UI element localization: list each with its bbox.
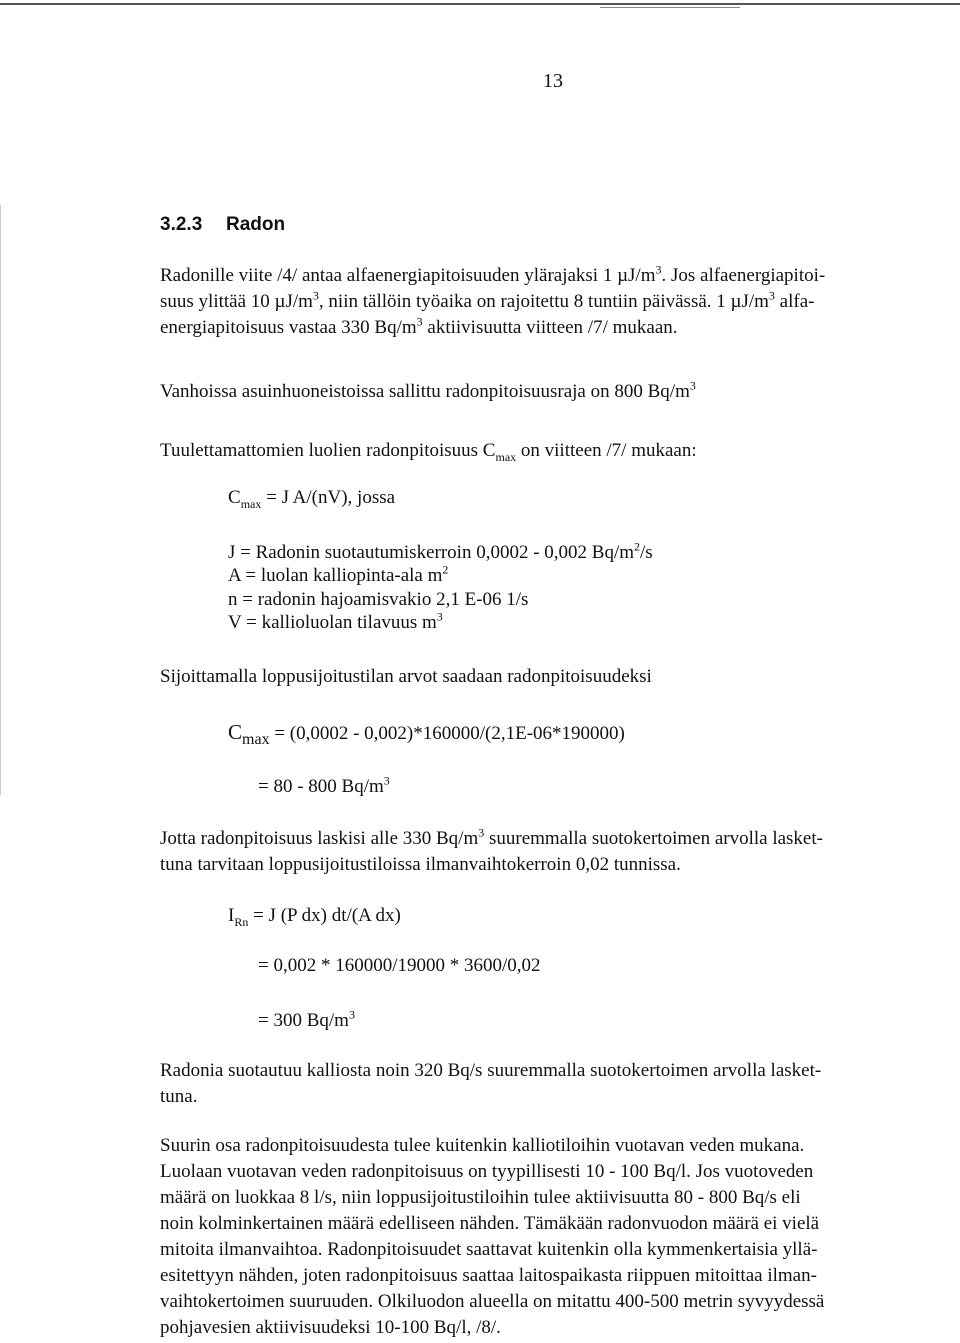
limit-sentence: Vanhoissa asuinhuoneistoissa sallittu radonpitoisuusraja on 800 $Bq/m^3$ <box>160 378 696 402</box>
cmax-result: = 80 - 800 $Bq/m^3$ <box>258 773 390 797</box>
intro-paragraph: Radonille viite /4/ antaa alfaenergiapitoisuuden ylärajaksi 1 $\mu J/m^3$. Jos alfaenergiapitoi- suus ylittää 10 $\mu J/m^3$, niin tällöin työaika on rajoitettu 8 tuntiin päivässä. 1 $\mu J/m^3$ alfa- energiapitoisuus vastaa 330 $Bq/m^3$ aktiivisuutta viitteen /7/ mukaan. <box>160 262 826 338</box>
scan-left-edge <box>0 205 1 795</box>
final-paragraph: Suurin osa radonpitoisuudesta tulee kuitenkin kalliotiloihin vuotavan veden mukana. Luolaan vuotavan veden radonpitoisuus on tyypillisesti 10 - 100 Bq/l. Jos vuotoveden määrä on luokkaa 8 l/s, niin loppusijoitustiloihin tulee aktiivisuutta 80 - 800 Bq/s eli noin kolminkertainen määrä edelliseen nähden. Tämäkään radonvuodon määrä ei vielä mitoita ilmanvaihtoa. Radonpitoisuudet saattavat kuitenkin olla kymmenkertaisia yllä- esitettyyn nähden, joten radonpitoisuus saattaa laitospaikasta riippuen mitoittaa ilman- vaihtokertoimen suuruuden. Olkiluodon alueella on mitattu 400-500 metrin syvyydessä pohjavesien aktiivisuudeksi 10-100 Bq/l, /8/. <box>160 1135 825 1338</box>
definition-n: n = radonin hajoamisvakio 2,1 E-06 1/s <box>228 589 529 610</box>
cmax-calculation: $C_{max} = (0,0002 - 0,002)*160000/(2,1E-06*190000)$ <box>228 720 625 748</box>
section-title: Radon <box>226 214 286 235</box>
section-number: 3.2.3 <box>160 214 203 235</box>
section-heading <box>160 214 285 236</box>
definition-v: V = kallioluolan tilavuus $m^3$ <box>228 609 443 633</box>
irn-result: = 300 $Bq/m^3$ <box>258 1007 355 1031</box>
scan-top-border <box>0 3 960 5</box>
unventilated-sentence: Tuulettamattomien luolien radonpitoisuus $C_{max}$ on viitteen /7/ mukaan: <box>160 440 697 464</box>
definition-j: J = Radonin suotautumiskerroin 0,0002 - 0,002 $Bq/m^2/s$ <box>228 539 653 563</box>
cmax-formula: $C_{max} = J$ A/(nV), jossa <box>228 487 396 511</box>
irn-calculation: = 0,002 * 160000/19000 * 3600/0,02 <box>258 955 541 976</box>
page-number: 13 <box>543 70 563 92</box>
irn-formula: $I_{Rn} = J$ (P dx) dt/(A dx) <box>228 905 401 929</box>
scan-top-border-fragment <box>600 7 740 8</box>
definition-a: A = luolan kalliopinta-ala $m^2$ <box>228 562 449 586</box>
substitution-sentence: Sijoittamalla loppusijoitustilan arvot saadaan radonpitoisuudeksi <box>160 666 652 687</box>
ventilation-paragraph: Jotta radonpitoisuus laskisi alle 330 $Bq/m^3$ suuremmalla suotokertoimen arvolla lasket- tuna tarvitaan loppusijoitustiloissa ilmanvaihtokerroin 0,02 tunnissa. <box>160 825 823 875</box>
seepage-paragraph: Radonia suotautuu kalliosta noin 320 Bq/s suuremmalla suotokertoimen arvolla lasket- tuna. <box>160 1060 822 1107</box>
